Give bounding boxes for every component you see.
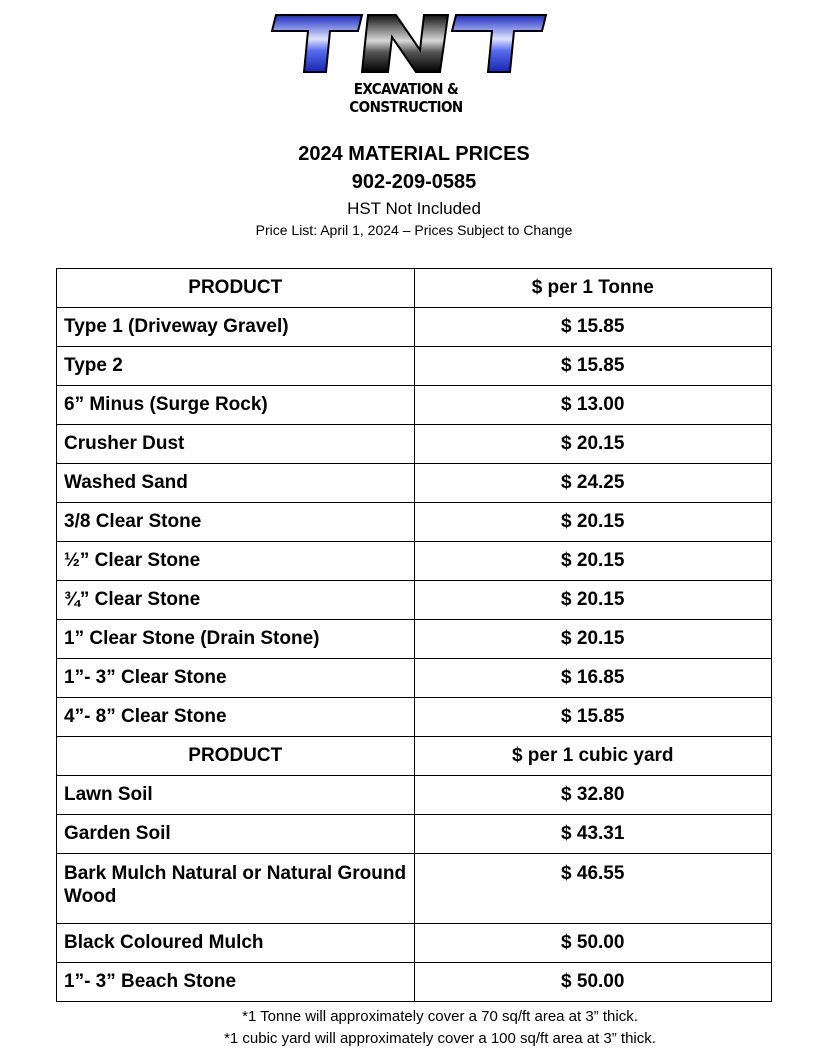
- table-row: [57, 620, 772, 659]
- product-price: $ 50.00: [414, 924, 772, 963]
- product-name: 6” Minus (Surge Rock): [57, 386, 415, 425]
- product-name: Lawn Soil: [57, 776, 415, 815]
- table-row: [57, 924, 772, 963]
- product-name: Bark Mulch Natural or Natural Ground Wood: [57, 854, 415, 924]
- table-row: [57, 581, 772, 620]
- table-row: [57, 347, 772, 386]
- table-row: [57, 815, 772, 854]
- product-price: $ 43.31: [414, 815, 772, 854]
- cubic-yard-price-column-header: $ per 1 cubic yard: [414, 737, 772, 776]
- table-header-row: [57, 737, 772, 776]
- table-row: [57, 464, 772, 503]
- product-price: $ 16.85: [414, 659, 772, 698]
- product-name: Type 2: [57, 347, 415, 386]
- price-table: [56, 268, 772, 1002]
- product-column-header: PRODUCT: [57, 269, 415, 308]
- product-price: $ 15.85: [414, 347, 772, 386]
- table-row: [57, 503, 772, 542]
- table-row: [57, 659, 772, 698]
- company-tagline: EXCAVATION & CONSTRUCTION: [349, 80, 463, 116]
- product-price: $ 20.15: [414, 581, 772, 620]
- page-title: 2024 MATERIAL PRICES: [298, 143, 530, 165]
- product-name: Crusher Dust: [57, 425, 415, 464]
- price-list-note: Price List: April 1, 2024 – Prices Subject to Change: [255, 222, 573, 238]
- product-name: Garden Soil: [57, 815, 415, 854]
- product-name: 1”- 3” Beach Stone: [57, 963, 415, 1002]
- table-row: [57, 854, 772, 924]
- table-header-row: [57, 269, 772, 308]
- product-name: 3/8 Clear Stone: [57, 503, 415, 542]
- product-price: $ 50.00: [414, 963, 772, 1002]
- product-name: 1”- 3” Clear Stone: [57, 659, 415, 698]
- product-column-header: PRODUCT: [57, 737, 415, 776]
- table-row: [57, 963, 772, 1002]
- product-price: $ 32.80: [414, 776, 772, 815]
- product-price: $ 20.15: [414, 425, 772, 464]
- table-row: [57, 698, 772, 737]
- product-name: Type 1 (Driveway Gravel): [57, 308, 415, 347]
- product-price: $ 46.55: [414, 854, 772, 924]
- product-price: $ 20.15: [414, 503, 772, 542]
- product-price: $ 20.15: [414, 542, 772, 581]
- tonne-coverage-footnote: *1 Tonne will approximately cover a 70 sq/ft area at 3” thick.: [242, 1008, 638, 1025]
- product-name: Black Coloured Mulch: [57, 924, 415, 963]
- tax-note: HST Not Included: [347, 199, 481, 218]
- product-price: $ 15.85: [414, 698, 772, 737]
- product-name: 1” Clear Stone (Drain Stone): [57, 620, 415, 659]
- product-price: $ 24.25: [414, 464, 772, 503]
- phone-number: 902-209-0585: [351, 171, 477, 193]
- product-price: $ 13.00: [414, 386, 772, 425]
- table-row: [57, 776, 772, 815]
- product-name: ¾” Clear Stone: [57, 581, 415, 620]
- cubic-yard-coverage-footnote: *1 cubic yard will approximately cover a 100 sq/ft area at 3” thick.: [224, 1030, 656, 1047]
- product-price: $ 20.15: [414, 620, 772, 659]
- table-row: [57, 542, 772, 581]
- product-name: 4”- 8” Clear Stone: [57, 698, 415, 737]
- product-name: Washed Sand: [57, 464, 415, 503]
- product-name: ½” Clear Stone: [57, 542, 415, 581]
- table-row: [57, 308, 772, 347]
- tonne-price-column-header: $ per 1 Tonne: [414, 269, 772, 308]
- table-row: [57, 386, 772, 425]
- product-price: $ 15.85: [414, 308, 772, 347]
- table-row: [57, 425, 772, 464]
